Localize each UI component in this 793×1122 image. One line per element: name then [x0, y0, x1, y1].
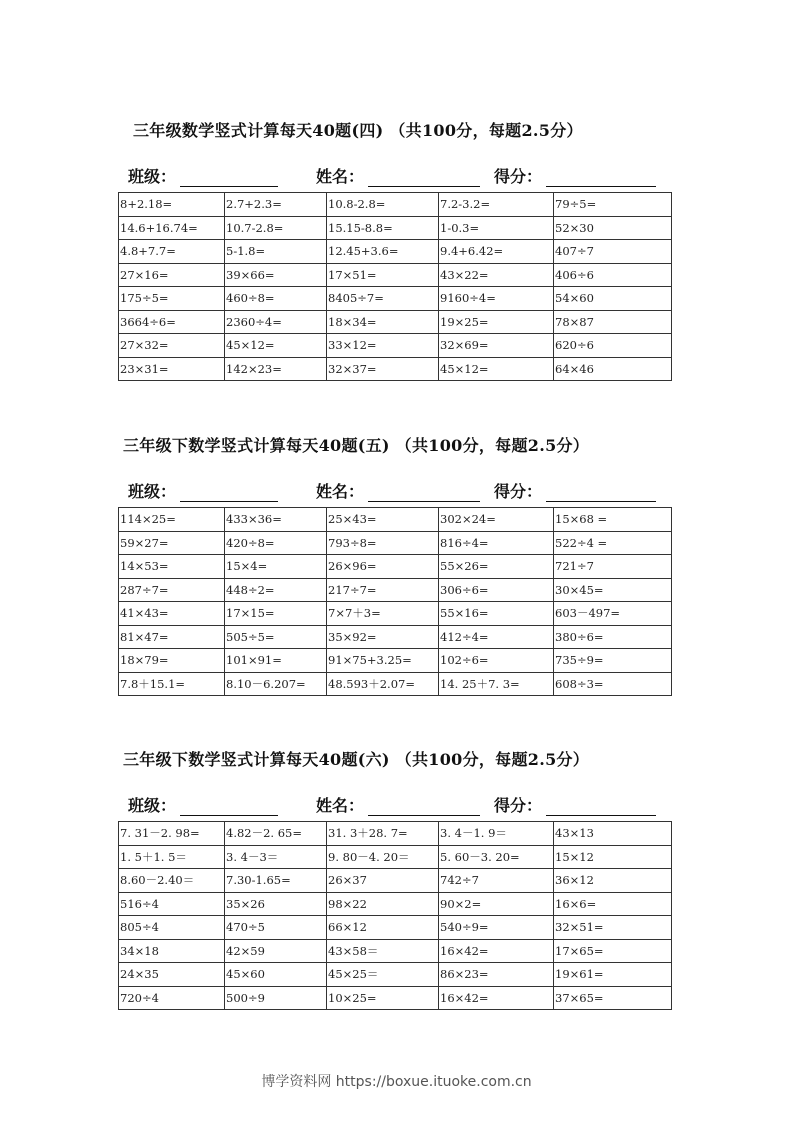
problem-cell: 805÷4: [119, 916, 225, 940]
problem-cell: 620÷6: [554, 334, 672, 358]
problem-cell: 287÷7=: [119, 578, 225, 602]
problem-cell: 3. 4－1. 9＝: [439, 822, 554, 846]
problem-cell: 66×12: [327, 916, 439, 940]
problem-cell: 19×25=: [439, 310, 554, 334]
table-row: [119, 216, 672, 240]
problem-cell: 59×27=: [119, 531, 225, 555]
problem-cell: 45×12=: [225, 334, 327, 358]
problem-cell: 412÷4=: [439, 625, 554, 649]
problem-cell: 15.15-8.8=: [327, 216, 439, 240]
problem-cell: 64×46: [554, 357, 672, 381]
problem-cell: 45×60: [225, 963, 327, 987]
problem-cell: 25×43=: [327, 508, 439, 532]
name-blank[interactable]: [368, 168, 480, 187]
problem-cell: 10.8-2.8=: [327, 193, 439, 217]
problem-cell: 8.60－2.40＝: [119, 869, 225, 893]
table-row: [119, 869, 672, 893]
table-row: [119, 287, 672, 311]
score-label: 得分：: [494, 482, 543, 501]
problem-cell: 433×36=: [225, 508, 327, 532]
problem-cell: 35×92=: [327, 625, 439, 649]
problem-cell: 8.10－6.207=: [225, 672, 327, 696]
table-row: [119, 578, 672, 602]
problem-cell: 32×69=: [439, 334, 554, 358]
problem-cell: 8+2.18=: [119, 193, 225, 217]
table-row: [119, 531, 672, 555]
problem-cell: 17×65=: [554, 939, 672, 963]
table-row: [119, 625, 672, 649]
name-field: [316, 793, 480, 816]
problem-cell: 1-0.3=: [439, 216, 554, 240]
problem-cell: 7.8＋15.1=: [119, 672, 225, 696]
table-row: [119, 334, 672, 358]
problem-cell: 17×51=: [327, 263, 439, 287]
problem-cell: 10×25=: [327, 986, 439, 1010]
table-row: [119, 602, 672, 626]
table-row: [119, 822, 672, 846]
problems-table: [118, 192, 672, 381]
problem-cell: 9. 80－4. 20＝: [327, 845, 439, 869]
table-row: [119, 845, 672, 869]
problem-cell: 603－497=: [554, 602, 672, 626]
problem-cell: 4.8+7.7=: [119, 240, 225, 264]
problem-cell: 26×96=: [327, 555, 439, 579]
student-info-fields: [128, 793, 668, 819]
problem-cell: 720÷4: [119, 986, 225, 1010]
problem-cell: 54×60: [554, 287, 672, 311]
problem-cell: 19×61=: [554, 963, 672, 987]
section-title: 三年级数学竖式计算每天40题(四) （共100分，每题2.5分）: [133, 121, 583, 140]
problem-cell: 33×12=: [327, 334, 439, 358]
student-info-fields: [128, 164, 668, 190]
score-blank[interactable]: [546, 483, 656, 502]
problem-cell: 505÷5=: [225, 625, 327, 649]
problem-cell: 45×12=: [439, 357, 554, 381]
problem-cell: 306÷6=: [439, 578, 554, 602]
class-field: [128, 793, 278, 816]
problem-cell: 14×53=: [119, 555, 225, 579]
problem-cell: 43×22=: [439, 263, 554, 287]
problem-cell: 7.2-3.2=: [439, 193, 554, 217]
problem-cell: 5-1.8=: [225, 240, 327, 264]
problem-cell: 735÷9=: [554, 649, 672, 673]
problem-cell: 102÷6=: [439, 649, 554, 673]
problem-cell: 816÷4=: [439, 531, 554, 555]
problem-cell: 16×42=: [439, 986, 554, 1010]
problem-cell: 9.4+6.42=: [439, 240, 554, 264]
score-field: [494, 793, 656, 816]
class-label: 班级：: [128, 167, 177, 186]
name-field: [316, 479, 480, 502]
problem-cell: 37×65=: [554, 986, 672, 1010]
name-blank[interactable]: [368, 483, 480, 502]
problem-cell: 32×51=: [554, 916, 672, 940]
score-blank[interactable]: [546, 797, 656, 816]
problem-cell: 470÷5: [225, 916, 327, 940]
problem-cell: 43×58＝: [327, 939, 439, 963]
problem-cell: 43×13: [554, 822, 672, 846]
problem-cell: 175÷5=: [119, 287, 225, 311]
problem-cell: 406÷6: [554, 263, 672, 287]
problem-cell: 12.45+3.6=: [327, 240, 439, 264]
table-row: [119, 555, 672, 579]
problem-cell: 302×24=: [439, 508, 554, 532]
problem-cell: 78×87: [554, 310, 672, 334]
problem-cell: 15×4=: [225, 555, 327, 579]
problem-cell: 34×18: [119, 939, 225, 963]
footer-watermark: 博学资料网 https://boxue.ituoke.com.cn: [261, 1074, 532, 1090]
table-row: [119, 310, 672, 334]
problems-table: [118, 821, 672, 1010]
name-field: [316, 164, 480, 187]
problem-cell: 7.30-1.65=: [225, 869, 327, 893]
problem-cell: 793÷8=: [327, 531, 439, 555]
problem-cell: 24×35: [119, 963, 225, 987]
problem-cell: 721÷7: [554, 555, 672, 579]
problem-cell: 3664÷6=: [119, 310, 225, 334]
problem-cell: 4.82－2. 65=: [225, 822, 327, 846]
class-field: [128, 479, 278, 502]
problem-cell: 79÷5=: [554, 193, 672, 217]
problem-cell: 380÷6=: [554, 625, 672, 649]
class-blank[interactable]: [180, 483, 278, 502]
problem-cell: 742÷7: [439, 869, 554, 893]
problem-cell: 18×34=: [327, 310, 439, 334]
problem-cell: 27×32=: [119, 334, 225, 358]
table-row: [119, 240, 672, 264]
problem-cell: 36×12: [554, 869, 672, 893]
problem-cell: 52×30: [554, 216, 672, 240]
problem-cell: 16×6=: [554, 892, 672, 916]
problem-cell: 48.593＋2.07=: [327, 672, 439, 696]
problem-cell: 45×25＝: [327, 963, 439, 987]
table-row: [119, 672, 672, 696]
problem-cell: 86×23=: [439, 963, 554, 987]
problem-cell: 7. 31－2. 98=: [119, 822, 225, 846]
table-row: [119, 193, 672, 217]
problem-cell: 14.6+16.74=: [119, 216, 225, 240]
problem-cell: 32×37=: [327, 357, 439, 381]
problem-cell: 16×42=: [439, 939, 554, 963]
problem-cell: 31. 3＋28. 7=: [327, 822, 439, 846]
problem-cell: 42×59: [225, 939, 327, 963]
table-row: [119, 357, 672, 381]
problem-cell: 1. 5＋1. 5＝: [119, 845, 225, 869]
problem-cell: 5. 60－3. 20=: [439, 845, 554, 869]
problem-cell: 55×16=: [439, 602, 554, 626]
name-blank[interactable]: [368, 797, 480, 816]
problem-cell: 30×45=: [554, 578, 672, 602]
problem-cell: 41×43=: [119, 602, 225, 626]
problem-cell: 540÷9=: [439, 916, 554, 940]
table-row: [119, 892, 672, 916]
table-row: [119, 649, 672, 673]
problem-cell: 2360÷4=: [225, 310, 327, 334]
problem-cell: 26×37: [327, 869, 439, 893]
class-blank[interactable]: [180, 168, 278, 187]
student-info-fields: [128, 479, 668, 505]
class-blank[interactable]: [180, 797, 278, 816]
class-label: 班级：: [128, 796, 177, 815]
problem-cell: 15×68 =: [554, 508, 672, 532]
problem-cell: 516÷4: [119, 892, 225, 916]
problem-cell: 10.7-2.8=: [225, 216, 327, 240]
problem-cell: 522÷4 =: [554, 531, 672, 555]
problem-cell: 114×25=: [119, 508, 225, 532]
problem-cell: 98×22: [327, 892, 439, 916]
problem-cell: 17×15=: [225, 602, 327, 626]
table-row: [119, 263, 672, 287]
problem-cell: 3. 4－3＝: [225, 845, 327, 869]
problem-cell: 608÷3=: [554, 672, 672, 696]
problem-cell: 460÷8=: [225, 287, 327, 311]
problem-cell: 500÷9: [225, 986, 327, 1010]
problem-cell: 9160÷4=: [439, 287, 554, 311]
name-label: 姓名：: [316, 167, 365, 186]
section-title: 三年级下数学竖式计算每天40题(六) （共100分，每题2.5分）: [123, 750, 590, 769]
section-title: 三年级下数学竖式计算每天40题(五) （共100分，每题2.5分）: [123, 436, 590, 455]
table-row: [119, 916, 672, 940]
problem-cell: 2.7+2.3=: [225, 193, 327, 217]
class-label: 班级：: [128, 482, 177, 501]
problems-table: [118, 507, 672, 696]
table-row: [119, 963, 672, 987]
problem-cell: 217÷7=: [327, 578, 439, 602]
problem-cell: 448÷2=: [225, 578, 327, 602]
score-field: [494, 479, 656, 502]
problem-cell: 15×12: [554, 845, 672, 869]
score-blank[interactable]: [546, 168, 656, 187]
problem-cell: 27×16=: [119, 263, 225, 287]
score-field: [494, 164, 656, 187]
problem-cell: 23×31=: [119, 357, 225, 381]
class-field: [128, 164, 278, 187]
problem-cell: 35×26: [225, 892, 327, 916]
problem-cell: 81×47=: [119, 625, 225, 649]
problem-cell: 142×23=: [225, 357, 327, 381]
problem-cell: 101×91=: [225, 649, 327, 673]
score-label: 得分：: [494, 167, 543, 186]
problem-cell: 18×79=: [119, 649, 225, 673]
table-row: [119, 986, 672, 1010]
problem-cell: 55×26=: [439, 555, 554, 579]
problem-cell: 91×75+3.25=: [327, 649, 439, 673]
table-row: [119, 508, 672, 532]
name-label: 姓名：: [316, 482, 365, 501]
problem-cell: 14. 25＋7. 3=: [439, 672, 554, 696]
name-label: 姓名：: [316, 796, 365, 815]
problem-cell: 90×2=: [439, 892, 554, 916]
problem-cell: 407÷7: [554, 240, 672, 264]
score-label: 得分：: [494, 796, 543, 815]
problem-cell: 7×7＋3=: [327, 602, 439, 626]
table-row: [119, 939, 672, 963]
problem-cell: 8405÷7=: [327, 287, 439, 311]
problem-cell: 420÷8=: [225, 531, 327, 555]
problem-cell: 39×66=: [225, 263, 327, 287]
